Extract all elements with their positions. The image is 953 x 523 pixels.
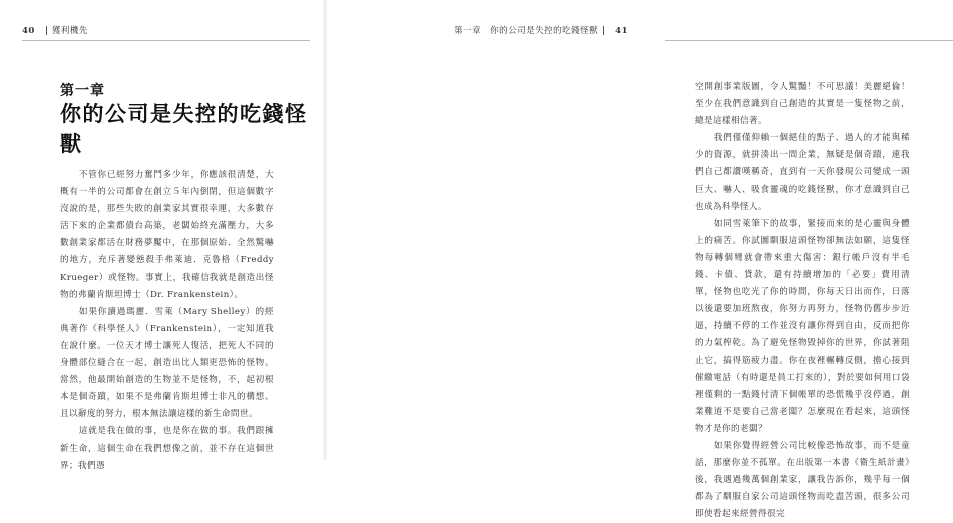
right-body-text	[695, 79, 910, 523]
right-header-rule	[665, 40, 953, 41]
left-book-title: 獲利機先	[51, 26, 88, 36]
paragraph: 這就是我在做的事，也是你在做的事。我們跟擁新生命，這個生命在我們想像之前，並不存在這個世界；我們憑	[60, 426, 274, 471]
paragraph: 如果你覺得經營公司比較像恐怖故事，而不是童話，那麼你並不孤單。在出版第一本書《衛生紙計畫》後，我遇過幾萬個創業家，讓我告訴你，幾乎每一個都為了馴服自家公司這頭怪物而吃盡苦頭，很多公司即使看起來經營得很完	[695, 440, 910, 520]
left-page	[0, 0, 325, 471]
paragraph: 如同雪萊筆下的故事，緊接而來的是心靈與身體上的痛苦。你試圖馴服這頭怪物卻無法如願，這隻怪物每轉個彎就會帶來重大傷害：銀行帳戶沒有半毛錢、卡債、貸款，還有持續增加的「必要」費用清單，怪物也吃光了你的時間，你每天日出而作，日落以後還要加班熬夜，你努力再努力，怪物仍舊步步近逼，持續不停的工作並沒有讓你得到自由，反而把你的力氣榨乾。為了避免怪物毀掉你的世界，你試著阻止它，搞得筋疲力盡。你在夜裡輾轉反側，擔心接到催繳電話（有時還是員工打來的），對於要如何用口袋裡僅剩的一點錢付清下個帳單的恐慌幾乎沒停過，創業難道不是要自己當老闆？怎麼現在看起來，這頭怪物才是你的老闆？	[695, 218, 910, 434]
left-running-head	[22, 24, 88, 36]
right-chapter-head: 第一章 你的公司是失控的吃錢怪獸	[454, 26, 599, 36]
paragraph: 如果你讀過瑪麗．雪萊（Mary Shelley）的經典著作《科學怪人》（Frankenstein），一定知道我在說什麼。一位天才博士讓死人復活，把死人不同的身體部位縫合在一起，創造出比人類更恐怖的怪物。當然，他最開始創造的生物並不是怪物，不，起初根本是個奇蹟，如果不是弗蘭肯斯坦博士非凡的構想、且以辭度的努力，根本無法讓這樣的新生命問世。	[60, 306, 274, 420]
right-page	[325, 0, 910, 520]
left-body-text	[60, 167, 274, 475]
chapter-title: 你的公司是失控的吃錢怪獸	[60, 102, 308, 156]
right-page-number: 41	[615, 26, 628, 36]
paragraph: 我們僅僅仰賴一個絕佳的點子、過人的才能與稀少的資源，就拼湊出一間企業，無疑是個奇蹟，連我們自己都讚嘆稱奇，直到有一天你發現公司變成一頭巨大、嚇人、吸食靈魂的吃錢怪獸，你才意識到自己也成為科學怪人。	[695, 133, 910, 212]
right-running-head	[454, 24, 628, 36]
chapter-label: 第一章	[60, 83, 105, 99]
running-head-separator	[46, 26, 47, 35]
left-header-rule	[22, 40, 310, 41]
paragraph-continued: 空開創事業版圖，令人驚豔！不可思議！美麗絕倫！至少在我們意識到自己創造的其實是一隻怪物之前，總是這樣相信著。	[695, 82, 910, 127]
left-page-number: 40	[22, 26, 35, 36]
paragraph: 不管你已經努力奮鬥多少年，你應該很清楚，大概有一半的公司都會在創立５年內倒閉，但這個數字沒說的是，那些失敗的創業家其實很幸運，大多數存活下來的企業都債台高築，老闆始終充滿壓力，大多數創業家都活在財務夢魘中，在那個原始、全然驚嚇的地方，充斥著變態殺手弗萊迪．克魯格（Freddy Krueger）或怪物。事實上，我確信我就是創造出怪物的弗蘭肯斯坦博士（Dr. Frankenstein）。	[60, 170, 274, 300]
running-head-separator	[603, 26, 604, 35]
